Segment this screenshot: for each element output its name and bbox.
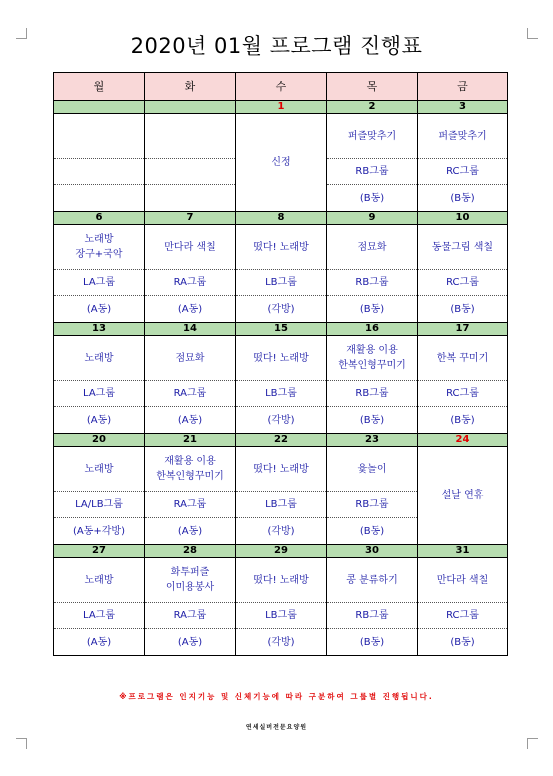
group-cell: RB그룹 [327, 270, 418, 296]
group-cell: LA/LB그룹 [54, 492, 145, 518]
date-row-week-1 [54, 101, 508, 114]
activity-row-week-4 [54, 447, 508, 492]
date-row-week-4 [54, 434, 508, 447]
date-cell: 16 [327, 323, 418, 336]
weekday-header-thu: 목 [327, 73, 418, 101]
date-cell: 6 [54, 212, 145, 225]
date-cell: 30 [327, 545, 418, 558]
location-cell: (A동) [145, 518, 236, 545]
location-cell [54, 185, 145, 212]
weekday-header-wed: 수 [236, 73, 327, 101]
date-cell: 2 [327, 101, 418, 114]
group-cell: LA그룹 [54, 270, 145, 296]
group-cell: RA그룹 [145, 603, 236, 629]
group-cell: RA그룹 [145, 381, 236, 407]
location-cell: (B동) [327, 407, 418, 434]
activity-cell: 노래방 [54, 447, 145, 492]
activity-row-week-3 [54, 336, 508, 381]
location-cell: (A동) [54, 407, 145, 434]
activity-cell: 노래방 [54, 336, 145, 381]
location-cell: (A동) [54, 296, 145, 323]
date-row-week-3 [54, 323, 508, 336]
activity-cell: 점묘화 [145, 336, 236, 381]
facility-name: 연세실버전문요양원 [245, 724, 308, 731]
schedule-table [53, 72, 508, 656]
holiday-cell: 신정 [236, 114, 327, 212]
activity-row-week-2 [54, 225, 508, 270]
group-cell: RC그룹 [418, 603, 508, 629]
activity-cell: 노래방 [54, 558, 145, 603]
activity-cell: 떴다! 노래방 [236, 225, 327, 270]
date-cell: 22 [236, 434, 327, 447]
date-cell: 7 [145, 212, 236, 225]
group-cell: RC그룹 [418, 159, 508, 185]
date-cell: 21 [145, 434, 236, 447]
location-cell: (A동) [145, 407, 236, 434]
location-cell: (각방) [236, 518, 327, 545]
activity-row-week-1 [54, 114, 508, 159]
group-cell [145, 159, 236, 185]
activity-cell: 만다라 색칠 [145, 225, 236, 270]
group-row-week-2 [54, 270, 508, 296]
activity-cell: 떴다! 노래방 [236, 558, 327, 603]
location-cell: (A동+각방) [54, 518, 145, 545]
activity-cell: 재활용 이용 한복인형꾸미기 [327, 336, 418, 381]
activity-cell [145, 114, 236, 159]
group-cell: RB그룹 [327, 381, 418, 407]
location-cell: (B동) [418, 296, 508, 323]
date-cell: 17 [418, 323, 508, 336]
date-row-week-5 [54, 545, 508, 558]
date-cell: 9 [327, 212, 418, 225]
group-cell: LB그룹 [236, 381, 327, 407]
location-cell [145, 185, 236, 212]
activity-cell: 윷놀이 [327, 447, 418, 492]
location-cell: (각방) [236, 296, 327, 323]
page-title: 2020년 01월 프로그램 진행표 [130, 34, 423, 58]
date-cell: 13 [54, 323, 145, 336]
group-cell: LA그룹 [54, 381, 145, 407]
activity-cell: 점묘화 [327, 225, 418, 270]
group-cell: RB그룹 [327, 603, 418, 629]
activity-cell: 화투퍼즐 이미용봉사 [145, 558, 236, 603]
activity-cell: 떴다! 노래방 [236, 336, 327, 381]
group-cell: LB그룹 [236, 492, 327, 518]
activity-cell: 재활용 이용 한복인형꾸미기 [145, 447, 236, 492]
date-cell: 15 [236, 323, 327, 336]
date-cell-holiday: 24 [418, 434, 508, 447]
location-cell: (A동) [145, 629, 236, 656]
location-cell: (A동) [54, 629, 145, 656]
date-cell-holiday: 1 [236, 101, 327, 114]
weekday-header-fri: 금 [418, 73, 508, 101]
group-row-week-3 [54, 381, 508, 407]
date-cell: 20 [54, 434, 145, 447]
date-cell: 14 [145, 323, 236, 336]
date-cell: 10 [418, 212, 508, 225]
date-cell: 28 [145, 545, 236, 558]
activity-cell [54, 114, 145, 159]
activity-cell: 떴다! 노래방 [236, 447, 327, 492]
group-cell: LB그룹 [236, 603, 327, 629]
date-row-week-2 [54, 212, 508, 225]
weekday-header-tue: 화 [145, 73, 236, 101]
group-cell: LA그룹 [54, 603, 145, 629]
activity-cell: 퍼즐맞추기 [418, 114, 508, 159]
location-row-week-3 [54, 407, 508, 434]
group-cell: RB그룹 [327, 492, 418, 518]
location-cell: (B동) [327, 185, 418, 212]
location-cell: (각방) [236, 629, 327, 656]
activity-cell: 만다라 색칠 [418, 558, 508, 603]
location-cell: (B동) [418, 407, 508, 434]
date-cell: 29 [236, 545, 327, 558]
location-row-week-2 [54, 296, 508, 323]
activity-cell: 동물그림 색칠 [418, 225, 508, 270]
location-cell: (B동) [327, 629, 418, 656]
page-corner-bottom-right [527, 738, 538, 749]
group-cell: RA그룹 [145, 492, 236, 518]
date-cell: 8 [236, 212, 327, 225]
location-row-week-5 [54, 629, 508, 656]
location-cell: (B동) [327, 296, 418, 323]
page-corner-bottom-left [16, 738, 27, 749]
location-cell: (B동) [418, 185, 508, 212]
group-cell [54, 159, 145, 185]
weekday-header-mon: 월 [54, 73, 145, 101]
location-cell: (B동) [418, 629, 508, 656]
group-cell: RB그룹 [327, 159, 418, 185]
location-cell: (A동) [145, 296, 236, 323]
group-cell: RC그룹 [418, 270, 508, 296]
group-row-week-5 [54, 603, 508, 629]
date-cell: 31 [418, 545, 508, 558]
date-cell [145, 101, 236, 114]
date-cell: 23 [327, 434, 418, 447]
group-cell: RC그룹 [418, 381, 508, 407]
weekday-header-row [54, 73, 508, 101]
activity-cell: 퍼즐맞추기 [327, 114, 418, 159]
activity-cell: 콩 분류하기 [327, 558, 418, 603]
location-cell: (각방) [236, 407, 327, 434]
date-cell [54, 101, 145, 114]
holiday-cell: 설날 연휴 [418, 447, 508, 545]
group-cell: LB그룹 [236, 270, 327, 296]
date-cell: 27 [54, 545, 145, 558]
location-cell: (B동) [327, 518, 418, 545]
program-note: ※프로그램은 인지기능 및 신체기능에 따라 구분하여 그룹별 진행됩니다. [119, 692, 434, 701]
activity-cell: 한복 꾸미기 [418, 336, 508, 381]
activity-row-week-5 [54, 558, 508, 603]
date-cell: 3 [418, 101, 508, 114]
activity-cell: 노래방 장구+국악 [54, 225, 145, 270]
group-cell: RA그룹 [145, 270, 236, 296]
